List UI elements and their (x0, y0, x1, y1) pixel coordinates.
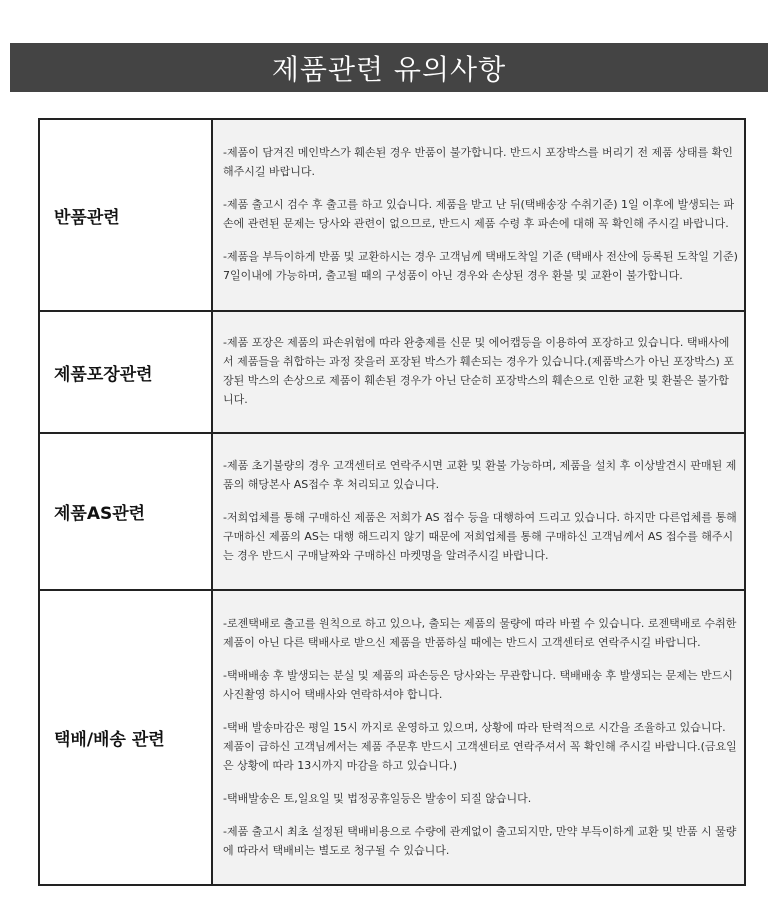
category-label: 제품포장관련 (39, 311, 212, 433)
notice-paragraph: -제품 출고시 검수 후 출고를 하고 있습니다. 제품을 받고 난 뒤(택배송장 수취기준) 1일 이후에 발생되는 파손에 관련된 문제는 당사와 관련이 없으므로, 반드시 제품 수령 후 파손에 대해 꼭 확인해 주시길 바랍니다. (223, 198, 735, 230)
notice-paragraph: -택배발송은 토,일요일 및 법정공휴일등은 발송이 되질 않습니다. (223, 791, 532, 805)
notice-paragraph: -택배배송 후 발생되는 분실 및 제품의 파손등은 당사와는 무관합니다. 택배배송 후 발생되는 문제는 반드시 사진촬영 하시어 택배사와 연락하셔야 합니다. (223, 668, 733, 701)
section-packaging (39, 311, 745, 433)
notice-paragraph: -제품 포장은 제품의 파손위험에 따라 완충제를 신문 및 에어캡등을 이용하여 포장하고 있습니다. 택배사에서 제품들을 취합하는 과정 잦을러 포장된 박스가 훼손되는 경우가 있습니다.(제품박스가 아닌 포장박스) 포장된 박스의 손상으로 제품이 훼손된 경우가 아닌 단순히 포장박스의 훼손으로 인한 교환 및 환불은 불가합니다. (223, 336, 734, 406)
section-content (212, 311, 745, 433)
notice-paragraph: -택배 발송마감은 평일 15시 까지로 운영하고 있으며, 상황에 따라 탄력적으로 시간을 조율하고 있습니다. 제품이 급하신 고객님께서는 제품 주문후 반드시 고객센터로 연락주셔서 꼭 확인해 주시길 바랍니다.(금요일은 상황에 따라 13시까지 마감을 하고 있습니다.) (223, 720, 737, 772)
page-title: 제품관련 유의사항 (271, 52, 507, 86)
notice-paragraph: -제품 출고시 최초 설정된 택배비용으로 수량에 관계없이 출고되지만, 만약 부득이하게 교환 및 반품 시 물량에 따라서 택배비는 별도로 청구될 수 있습니다. (223, 824, 737, 857)
section-content (212, 590, 745, 885)
notice-paragraph: -제품을 부득이하게 반품 및 교환하시는 경우 고객님께 택배도착일 기준 (택배사 전산에 등록된 도착일 기준) 7일이내에 가능하며, 출고될 때의 구성품이 아닌 경우와 손상된 경우 환불 및 교환이 불가합니다. (223, 250, 738, 282)
section-delivery (39, 590, 745, 885)
section-return (39, 119, 745, 311)
notice-paragraph: -제품이 담겨진 메인박스가 훼손된 경우 반품이 불가합니다. 반드시 포장박스를 버리기 전 제품 상태를 확인 해주시길 바랍니다. (223, 146, 733, 178)
section-content (212, 119, 745, 311)
category-label: 제품AS관련 (39, 433, 212, 590)
notice-paragraph: -로젠택배로 출고를 원칙으로 하고 있으나, 출되는 제품의 물량에 따라 바뀔 수 있습니다. 로젠택배로 수취한 제품이 아닌 다른 택배사로 받으신 제품을 반품하실 때에는 반드시 고객센터로 연락주시길 바랍니다. (223, 616, 737, 649)
category-label: 택배/배송 관련 (39, 590, 212, 885)
category-label: 반품관련 (39, 119, 212, 311)
notice-paragraph: -저희업체를 통해 구매하신 제품은 저희가 AS 접수 등을 대행하여 드리고 있습니다. 하지만 다른업체를 통해 구매하신 제품의 AS는 대행 해드리지 않기 때문에 저희업체를 통해 구매하신 고객님께서 AS 접수를 해주시는 경우 반드시 구매날짜와 구매하신 마켓명을 알려주시길 바랍니다. (223, 511, 737, 562)
notice-paragraph: -제품 초기불량의 경우 고객센터로 연락주시면 교환 및 환불 가능하며, 제품을 설치 후 이상발견시 판매된 제품의 해당본사 AS접수 후 처리되고 있습니다. (223, 459, 737, 491)
section-as (39, 433, 745, 590)
notice-table (38, 118, 746, 886)
section-content (212, 433, 745, 590)
title-banner (10, 43, 768, 92)
